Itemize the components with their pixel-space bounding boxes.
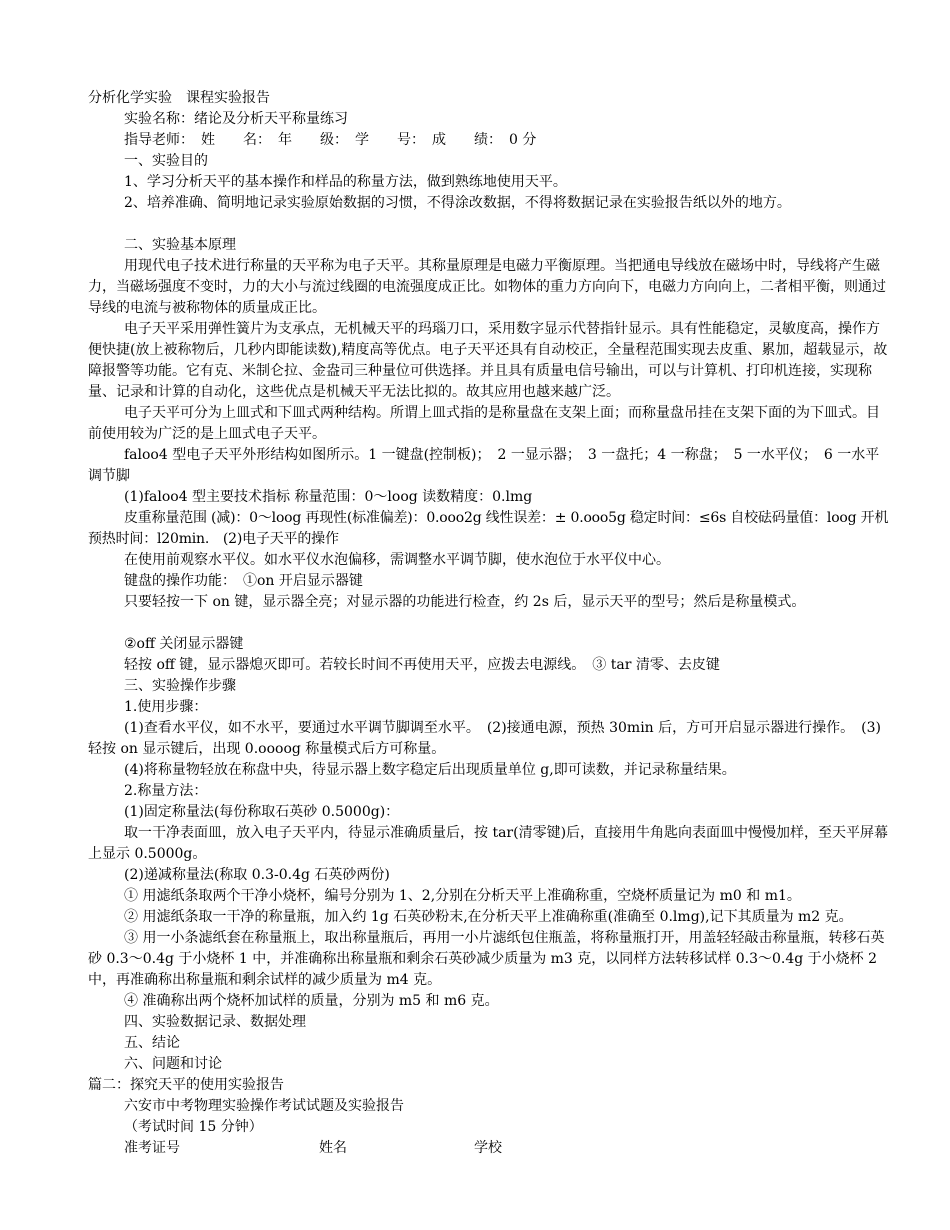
- fixed-weighing-heading: (1)固定称量法(每份称取石英砂 0.5000g)：: [124, 804, 400, 820]
- section-6-heading: 六、问题和讨论: [124, 1056, 222, 1072]
- spec-line-1: (1)faloo4 型主要技术指标 称量范围：0～loog 读数精度：0.lmg: [124, 489, 533, 505]
- usage-step-4: (4)将称量物轻放在称盘中央，待显示器上数字稳定后出现质量单位 g,即可读数，并记录称量结果。: [124, 762, 736, 778]
- weighing-methods-heading: 2.称量方法：: [124, 783, 208, 799]
- candidate-info-row: [88, 1138, 890, 1159]
- report-title: 分析化学实验 课程实验报告: [88, 90, 270, 106]
- principle-paragraph: 用现代电子技术进行称量的天平称为电子天平。其称量原理是电磁力平衡原理。当把通电导线放在磁场中时，导线将产生磁力，当磁场强度不变时，力的大小与流过线圈的电流强度成正比。如物体的重力方向向下，电磁力方向向上，二者相平衡，则通过导线的电流与被称物体的质量成正比。: [88, 258, 886, 316]
- spec-line-2: 皮重称量范围 (减)：0～loog 再现性(标准偏差)：0.ooo2g 线性误差：± 0.ooo5g 稳定时间：≤6s 自校砝码量值：loog 开机预热时间：l20min. (2)电子天平的操作: [88, 510, 889, 547]
- section-2-heading: 二、实验基本原理: [124, 237, 236, 253]
- difference-weighing-heading: (2)递减称量法(称取 0.3-0.4g 石英砂两份): [124, 867, 390, 883]
- level-check-paragraph: 在使用前观察水平仪。如水平仪水泡偏移，需调整水平调节脚，使水泡位于水平仪中心。: [124, 552, 670, 568]
- blank-line: [88, 214, 890, 235]
- part-2-title: 六安市中考物理实验操作考试试题及实验报告: [124, 1098, 404, 1114]
- difference-step-1: ① 用滤纸条取两个干净小烧杯，编号分别为 1、2,分别在分析天平上准确称重，空烧杯质量记为 m0 和 m1。: [124, 888, 801, 904]
- off-key-heading: ②off 关闭显示器键: [124, 636, 244, 652]
- keyboard-functions: 键盘的操作功能： ①on 开启显示器键: [124, 573, 363, 589]
- difference-step-4: ④ 准确称出两个烧杯加试样的质量，分别为 m5 和 m6 克。: [124, 993, 499, 1009]
- difference-step-3: ③ 用一小条滤纸套在称量瓶上，取出称量瓶后，再用一小片滤纸包住瓶盖，将称量瓶打开，用盖轻轻敲击称量瓶，转移石英砂 0.3～0.4g 于小烧杯 1 中，并准确称出称量瓶和剩余石英砂减少质量为 m3 克，以同样方法转移试样 0.3～0.4g 于小烧杯 2 中，再准确称出称量瓶和剩余试样的减少质量为 m4 克。: [88, 930, 885, 988]
- usage-steps-1-3: (1)查看水平仪，如不水平，要通过水平调节脚调至水平。 (2)接通电源，预热 30min 后，方可开启显示器进行操作。 (3)轻按 on 显示键后，出现 0.oooog 称量模式后方可称量。: [88, 720, 881, 757]
- section-5-heading: 五、结论: [124, 1035, 180, 1051]
- usage-steps-heading: 1.使用步骤：: [124, 699, 208, 715]
- section-1-item-1: 1、学习分析天平的基本操作和样品的称量方法，做到熟练地使用天平。: [124, 174, 567, 190]
- section-1-item-2: 2、培养准确、简明地记录实验原始数据的习惯，不得涂改数据，不得将数据记录在实验报告纸以外的地方。: [124, 195, 791, 211]
- off-key-paragraph: 轻按 off 键，显示器熄灭即可。若较长时间不再使用天平，应拨去电源线。 ③ tar 清零、去皮键: [124, 657, 720, 673]
- exam-duration: （考试时间 15 分钟）: [124, 1119, 263, 1135]
- experiment-name: 实验名称：绪论及分析天平称量练习: [124, 111, 348, 127]
- instructor-line: 指导老师： 姓 名： 年 级： 学 号： 成 绩： 0 分: [124, 132, 537, 148]
- fixed-weighing-paragraph: 取一干净表面皿，放入电子天平内，待显示准确质量后，按 tar(清零键)后，直接用牛角匙向表面皿中慢慢加样，至天平屏幕上显示 0.5000g。: [88, 825, 889, 862]
- name-label: 姓名: [319, 1140, 347, 1156]
- exam-number-label: 准考证号: [124, 1140, 180, 1156]
- school-label: 学校: [474, 1140, 502, 1156]
- on-key-paragraph: 只要轻按一下 on 键，显示器全亮；对显示器的功能进行检查，约 2s 后，显示天平的型号；然后是称量模式。: [124, 594, 806, 610]
- model-parts-paragraph: faloo4 型电子天平外形结构如图所示。1 一键盘(控制板)； 2 一显示器； 3 一盘托；4 一称盘； 5 一水平仪； 6 一水平调节脚: [88, 447, 880, 484]
- part-2-heading: 篇二：探究天平的使用实验报告: [88, 1077, 284, 1093]
- structure-paragraph: 电子天平可分为上皿式和下皿式两种结构。所谓上皿式指的是称量盘在支架上面；而称量盘吊挂在支架下面的为下皿式。目前使用较为广泛的是上皿式电子天平。: [88, 405, 880, 442]
- section-3-heading: 三、实验操作步骤: [124, 678, 236, 694]
- blank-line: [88, 613, 890, 634]
- section-4-heading: 四、实验数据记录、数据处理: [124, 1014, 306, 1030]
- difference-step-2: ② 用滤纸条取一干净的称量瓶，加入约 1g 石英砂粉末,在分析天平上准确称重(准确至 0.lmg),记下其质量为 m2 克。: [124, 909, 853, 925]
- features-paragraph: 电子天平采用弹性簧片为支承点，无机械天平的玛瑙刀口，采用数字显示代替指针显示。具有性能稳定，灵敏度高，操作方便快捷(放上被称物后，几秒内即能读数),精度高等优点。电子天平还具有自动校正，全量程范围实现去皮重、累加，超载显示，故障报警等功能。它有克、米制仑拉、金盎司三种量位可供选择。并且具有质量电信号输出，可以与计算机、打印机连接，实现称量、记录和计算的自动化，这些优点是机械天平无法比拟的。故其应用也越来越广泛。: [88, 321, 888, 400]
- section-1-heading: 一、实验目的: [124, 153, 208, 169]
